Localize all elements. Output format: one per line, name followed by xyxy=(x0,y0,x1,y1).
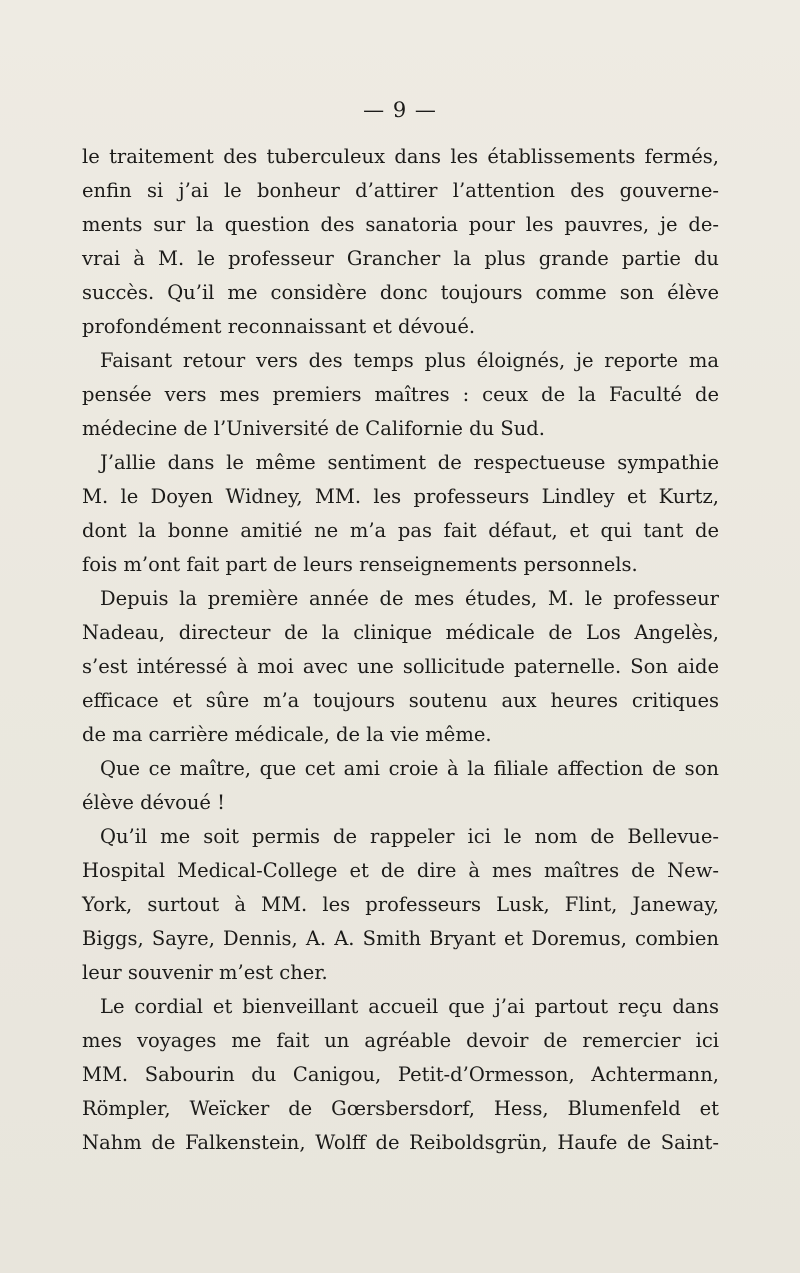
text-line: Depuis la première année de mes études, M. le professeur xyxy=(100,587,719,610)
page-number: — 9 — xyxy=(363,98,437,122)
text-line: Que ce maître, que cet ami croie à la filiale affection de son xyxy=(100,757,719,780)
text-line: de ma carrière médicale, de la vie même. xyxy=(82,723,492,746)
text-line: Biggs, Sayre, Dennis, A. A. Smith Bryant et Doremus, combien xyxy=(82,927,719,950)
text-line: Le cordial et bienveillant accueil que j’ai partout reçu dans xyxy=(100,995,719,1018)
text-line: MM. Sabourin du Canigou, Petit-d’Ormesson, Achtermann, xyxy=(82,1063,719,1086)
text-line: Nadeau, directeur de la clinique médicale de Los Angelès, xyxy=(82,621,719,644)
text-line: vrai à M. le professeur Grancher la plus grande partie du xyxy=(82,247,719,270)
text-line: Qu’il me soit permis de rappeler ici le nom de Bellevue- xyxy=(100,825,719,848)
text-line: Hospital Medical-College et de dire à mes maîtres de New- xyxy=(82,859,719,882)
text-line: profondément reconnaissant et dévoué. xyxy=(82,315,476,338)
text-line: succès. Qu’il me considère donc toujours comme son élève xyxy=(82,281,719,304)
text-line: fois m’ont fait part de leurs renseignements personnels. xyxy=(82,553,638,576)
text-line: M. le Doyen Widney, MM. les professeurs Lindley et Kurtz, xyxy=(82,485,719,508)
body-text xyxy=(82,140,719,1160)
text-line: médecine de l’Université de Californie du Sud. xyxy=(82,417,545,440)
text-line: pensée vers mes premiers maîtres : ceux de la Faculté de xyxy=(82,383,719,406)
text-line: s’est intéressé à moi avec une sollicitude paternelle. Son aide xyxy=(82,655,719,678)
text-line: Römpler, Weïcker de Gœrsbersdorf, Hess, Blumenfeld et xyxy=(82,1097,719,1120)
text-line: mes voyages me fait un agréable devoir de remercier ici xyxy=(82,1029,719,1052)
text-line: efficace et sûre m’a toujours soutenu aux heures critiques xyxy=(82,689,719,712)
text-line: J’allie dans le même sentiment de respectueuse sympathie xyxy=(100,451,719,474)
text-line: Faisant retour vers des temps plus éloignés, je reporte ma xyxy=(100,349,719,372)
text-line: le traitement des tuberculeux dans les établissements fermés, xyxy=(82,145,719,168)
text-line: York, surtout à MM. les professeurs Lusk, Flint, Janeway, xyxy=(82,893,719,916)
text-line: enfin si j’ai le bonheur d’attirer l’attention des gouverne- xyxy=(82,179,719,202)
text-line: Nahm de Falkenstein, Wolff de Reiboldsgrün, Haufe de Saint- xyxy=(82,1131,719,1154)
text-line: dont la bonne amitié ne m’a pas fait défaut, et qui tant de xyxy=(82,519,719,542)
text-line: leur souvenir m’est cher. xyxy=(82,961,328,984)
text-line: ments sur la question des sanatoria pour les pauvres, je de- xyxy=(82,213,719,236)
text-line: élève dévoué ! xyxy=(82,791,225,814)
